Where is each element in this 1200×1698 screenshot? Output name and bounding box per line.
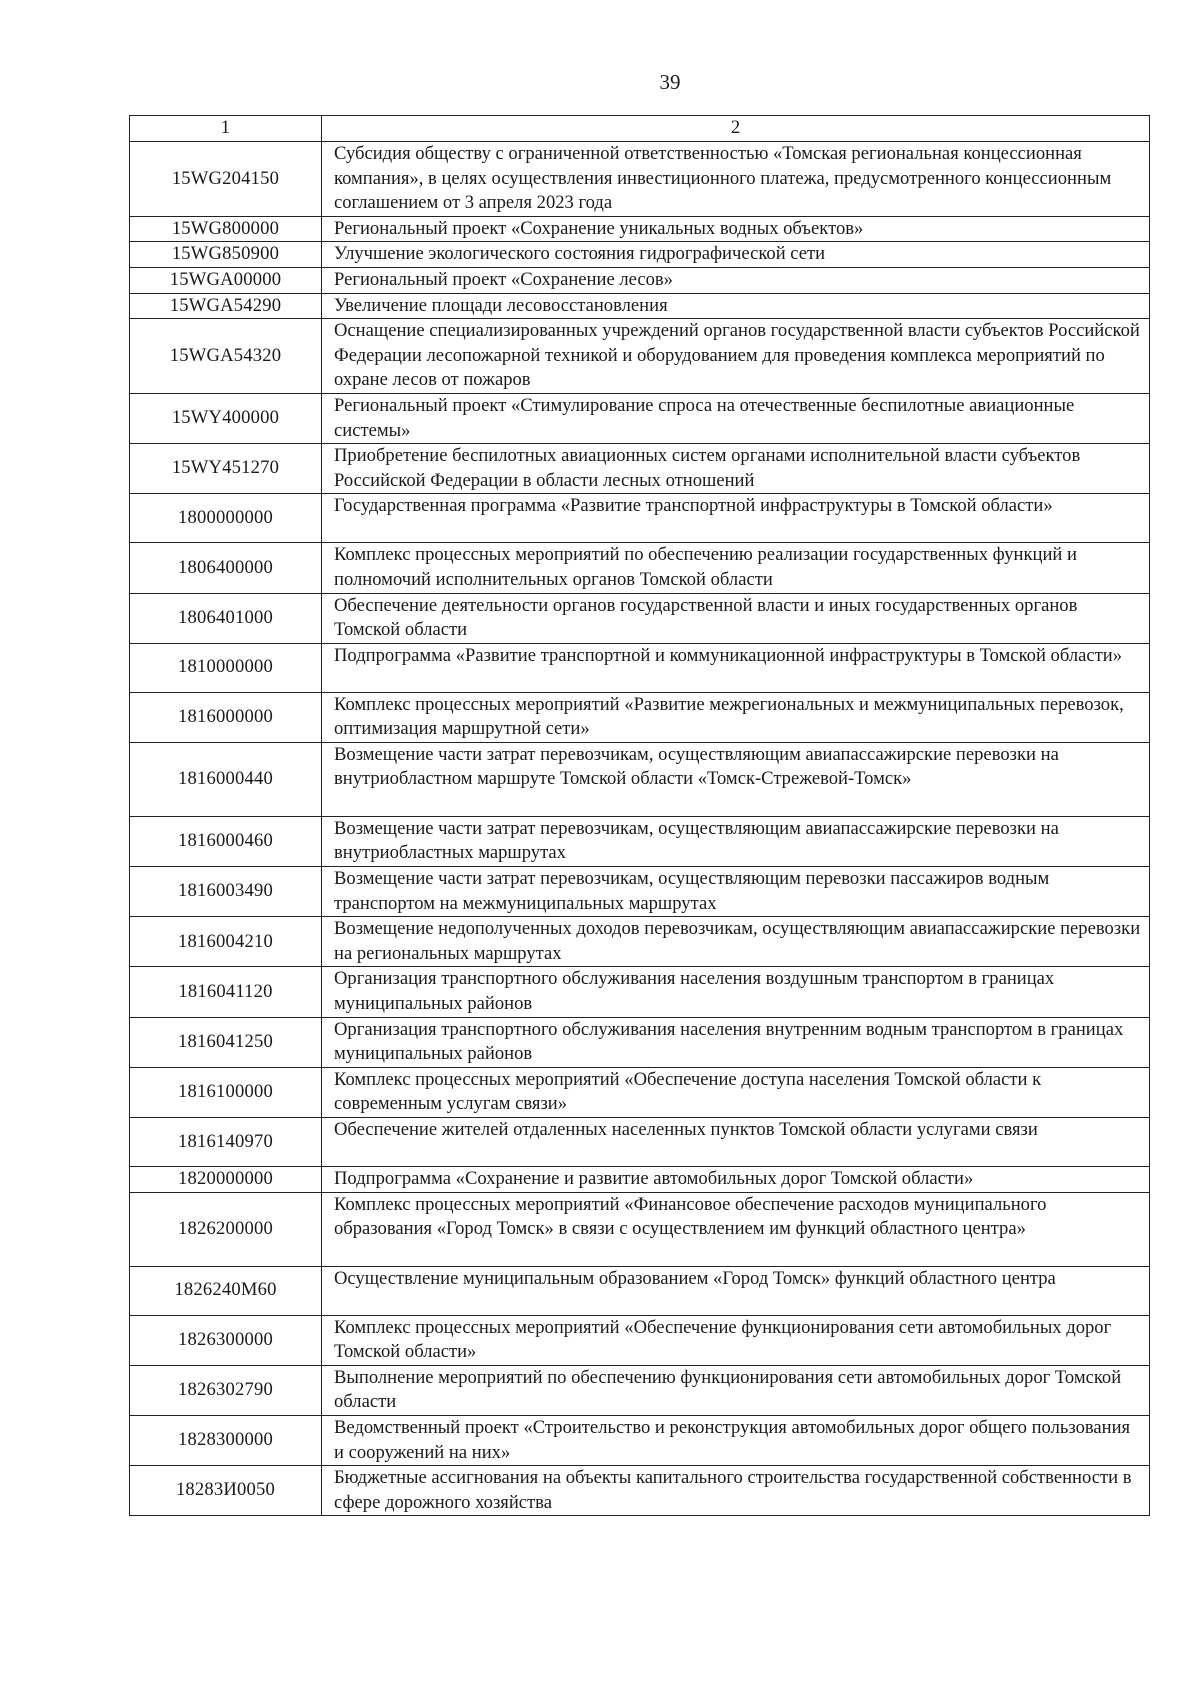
table-row [130, 393, 1150, 443]
row-name-cell: Комплекс процессных мероприятий по обеспечению реализации государственных функций и полномочий исполнительных органов Томской области [322, 543, 1150, 593]
table-row [130, 1415, 1150, 1465]
row-code-cell: 1826302790 [130, 1365, 322, 1415]
table-row [130, 267, 1150, 293]
table-row [130, 816, 1150, 866]
table-row [130, 643, 1150, 692]
row-name-cell: Выполнение мероприятий по обеспечению функционирования сети автомобильных дорог Томской области [322, 1365, 1150, 1415]
row-code-cell: 1820000000 [130, 1167, 322, 1193]
row-name-cell: Региональный проект «Сохранение уникальных водных объектов» [322, 216, 1150, 242]
row-name-cell: Увеличение площади лесовосстановления [322, 293, 1150, 319]
row-name-cell: Возмещение части затрат перевозчикам, осуществляющим перевозки пассажиров водным транспортом на межмуниципальных маршрутах [322, 867, 1150, 917]
row-name-cell: Оснащение специализированных учреждений органов государственной власти субъектов Российской Федерации лесопожарной техникой и оборудованием для проведения комплекса мероприятий по охране лесов от пожаров [322, 319, 1150, 394]
row-code-cell: 1816000460 [130, 816, 322, 866]
table-row [130, 494, 1150, 543]
row-name-cell: Обеспечение деятельности органов государственной власти и иных государственных органов Томской области [322, 593, 1150, 643]
column-header-name: 2 [322, 116, 1150, 142]
row-name-cell: Субсидия обществу с ограниченной ответственностью «Томская региональная концессионная компания», в целях осуществления инвестиционного платежа, предусмотренного концессионным соглашением от 3 апреля 2023 года [322, 142, 1150, 217]
table-row [130, 1192, 1150, 1266]
table-row [130, 293, 1150, 319]
table-row [130, 1266, 1150, 1315]
table-row [130, 692, 1150, 742]
row-name-cell: Обеспечение жителей отдаленных населенных пунктов Томской области услугами связи [322, 1118, 1150, 1167]
row-name-cell: Возмещение недополученных доходов перевозчикам, осуществляющим авиапассажирские перевозки на региональных маршрутах [322, 917, 1150, 967]
row-code-cell: 1816003490 [130, 867, 322, 917]
row-code-cell: 18283И0050 [130, 1466, 322, 1516]
row-code-cell: 1816041250 [130, 1017, 322, 1067]
row-code-cell: 1816100000 [130, 1067, 322, 1117]
row-code-cell: 1806401000 [130, 593, 322, 643]
row-code-cell: 1816140970 [130, 1118, 322, 1167]
table-row [130, 742, 1150, 816]
row-code-cell: 1826240М60 [130, 1266, 322, 1315]
table-row [130, 1017, 1150, 1067]
row-code-cell: 1816000440 [130, 742, 322, 816]
row-name-cell: Возмещение части затрат перевозчикам, осуществляющим авиапассажирские перевозки на внутриобластных маршрутах [322, 816, 1150, 866]
row-name-cell: Ведомственный проект «Строительство и реконструкция автомобильных дорог общего пользования и сооружений на них» [322, 1415, 1150, 1465]
row-name-cell: Организация транспортного обслуживания населения воздушным транспортом в границах муниципальных районов [322, 967, 1150, 1017]
row-code-cell: 1826200000 [130, 1192, 322, 1266]
table-row [130, 319, 1150, 394]
table-row [130, 444, 1150, 494]
row-code-cell: 15WGA00000 [130, 267, 322, 293]
row-code-cell: 1816041120 [130, 967, 322, 1017]
table-row [130, 1067, 1150, 1117]
table-row [130, 543, 1150, 593]
table-row [130, 242, 1150, 268]
row-code-cell: 15WG850900 [130, 242, 322, 268]
row-name-cell: Бюджетные ассигнования на объекты капитального строительства государственной собственности в сфере дорожного хозяйства [322, 1466, 1150, 1516]
row-code-cell: 1816000000 [130, 692, 322, 742]
row-name-cell: Государственная программа «Развитие транспортной инфраструктуры в Томской области» [322, 494, 1150, 543]
row-name-cell: Комплекс процессных мероприятий «Финансовое обеспечение расходов муниципального образования «Город Томск» в связи с осуществлением им функций областного центра» [322, 1192, 1150, 1266]
row-code-cell: 1810000000 [130, 643, 322, 692]
table-row [130, 967, 1150, 1017]
column-header-code: 1 [130, 116, 322, 142]
budget-code-table [129, 115, 1150, 1516]
row-code-cell: 1816004210 [130, 917, 322, 967]
row-name-cell: Подпрограмма «Развитие транспортной и коммуникационной инфраструктуры в Томской области» [322, 643, 1150, 692]
row-name-cell: Улучшение экологического состояния гидрографической сети [322, 242, 1150, 268]
row-code-cell: 15WG204150 [130, 142, 322, 217]
row-code-cell: 15WY451270 [130, 444, 322, 494]
table-row [130, 1167, 1150, 1193]
table-row [130, 216, 1150, 242]
row-name-cell: Организация транспортного обслуживания населения внутренним водным транспортом в границах муниципальных районов [322, 1017, 1150, 1067]
table-header-row [130, 116, 1150, 142]
table-body [130, 142, 1150, 1516]
row-name-cell: Приобретение беспилотных авиационных систем органами исполнительной власти субъектов Российской Федерации в области лесных отношений [322, 444, 1150, 494]
page-number: 39 [659, 70, 681, 94]
row-code-cell: 1800000000 [130, 494, 322, 543]
row-name-cell: Возмещение части затрат перевозчикам, осуществляющим авиапассажирские перевозки на внутриобластном маршруте Томской области «Томск-Стрежевой-Томск» [322, 742, 1150, 816]
row-code-cell: 1806400000 [130, 543, 322, 593]
row-name-cell: Региональный проект «Сохранение лесов» [322, 267, 1150, 293]
table-row [130, 1466, 1150, 1516]
row-name-cell: Региональный проект «Стимулирование спроса на отечественные беспилотные авиационные системы» [322, 393, 1150, 443]
row-code-cell: 15WG800000 [130, 216, 322, 242]
row-code-cell: 15WY400000 [130, 393, 322, 443]
row-code-cell: 1826300000 [130, 1315, 322, 1365]
row-name-cell: Подпрограмма «Сохранение и развитие автомобильных дорог Томской области» [322, 1167, 1150, 1193]
row-code-cell: 15WGA54290 [130, 293, 322, 319]
row-name-cell: Осуществление муниципальным образованием «Город Томск» функций областного центра [322, 1266, 1150, 1315]
table-row [130, 1315, 1150, 1365]
row-name-cell: Комплекс процессных мероприятий «Обеспечение доступа населения Томской области к современным услугам связи» [322, 1067, 1150, 1117]
table-row [130, 917, 1150, 967]
table-row [130, 1365, 1150, 1415]
table-row [130, 593, 1150, 643]
table-row [130, 142, 1150, 217]
row-code-cell: 15WGA54320 [130, 319, 322, 394]
row-code-cell: 1828300000 [130, 1415, 322, 1465]
table-row [130, 1118, 1150, 1167]
row-name-cell: Комплекс процессных мероприятий «Обеспечение функционирования сети автомобильных дорог Томской области» [322, 1315, 1150, 1365]
row-name-cell: Комплекс процессных мероприятий «Развитие межрегиональных и межмуниципальных перевозок, оптимизация маршрутной сети» [322, 692, 1150, 742]
table-row [130, 867, 1150, 917]
